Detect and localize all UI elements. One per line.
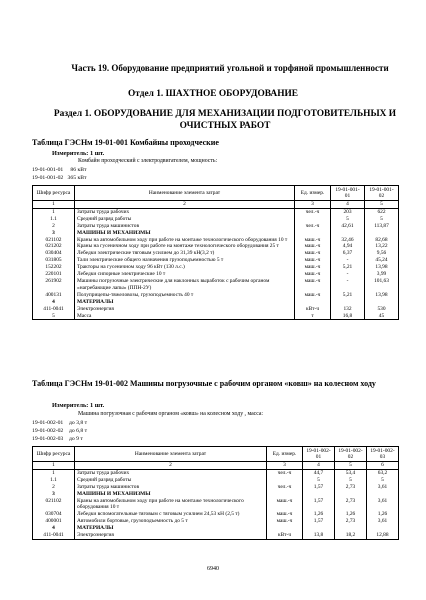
cell-value-1: 5,21: [331, 292, 365, 299]
cell-value-2: [335, 491, 367, 498]
cell-value-2: 9,56: [365, 250, 399, 257]
cell-code: 1.1: [33, 477, 75, 484]
cell-value-1: 6,37: [331, 250, 365, 257]
cell-unit: маш.-ч: [267, 518, 303, 525]
part-title: Часть 19. Оборудование предприятий угольной и торфяной промышленности: [71, 63, 389, 73]
cell-value-3: 5: [367, 477, 399, 484]
header-col1: 19-01-002-01: [303, 447, 335, 462]
cell-value-2: [335, 525, 367, 532]
table2-variant: 19-01-002-02 до 6,8 т: [32, 428, 88, 434]
cell-name: Затраты труда машинистов: [75, 484, 267, 491]
cell-value-3: 3,61: [367, 484, 399, 491]
table-row: [33, 299, 399, 306]
cell-value-2: 13,98: [365, 264, 399, 271]
header-name: Наименование элемента затрат: [75, 447, 267, 462]
cell-code: 1: [33, 469, 75, 476]
table-row: [33, 518, 399, 525]
cell-name: Средний разряд работы: [75, 477, 267, 484]
table-row: [33, 292, 399, 299]
cell-code: 411-0041: [33, 532, 75, 539]
table-row: [33, 498, 399, 512]
table1-variant: 19-01-001-01 86 кВт: [32, 167, 87, 173]
cell-name: Тракторы на гусеничном ходу 96 кВт (130 л.с.): [75, 264, 295, 271]
table-row: [33, 525, 399, 532]
cell-name: МАШИНЫ И МЕХАНИЗМЫ: [75, 230, 295, 237]
cell-value-2: 2,73: [335, 484, 367, 491]
cell-value-1: 1,57: [303, 518, 335, 525]
cell-unit: маш.-ч: [295, 257, 331, 264]
cell-value-2: 18,2: [335, 532, 367, 539]
cell-unit: маш.-ч: [295, 264, 331, 271]
cell-unit: чел.-ч: [267, 469, 303, 476]
cell-name: МАТЕРИАЛЫ: [75, 299, 295, 306]
cell-value-3: 3,61: [367, 518, 399, 525]
cell-value-1: 1,26: [303, 511, 335, 518]
cell-unit: маш.-ч: [267, 498, 303, 512]
cell-code: 5: [33, 313, 75, 320]
cell-code: 3: [33, 491, 75, 498]
table2-variant: 19-01-002-03 до 9 т: [32, 436, 83, 442]
cell-code: 400131: [33, 292, 75, 299]
cell-code: 261902: [33, 278, 75, 292]
cell-name: Лебедки вспомогательные тяговым с тяговым усилием 24,53 кН (2,5 т): [75, 511, 267, 518]
cell-value-1: 4,94: [331, 243, 365, 250]
cell-value-2: 5: [365, 216, 399, 223]
table-row: [33, 278, 399, 292]
table1-measure: Измеритель: 1 шт.: [52, 150, 105, 157]
table2-title: Таблица ГЭСНм 19-01-002 Машины погрузочные с рабочим органом «ковш» на колесном ходу: [32, 379, 376, 388]
cell-unit: чел.-ч: [295, 223, 331, 230]
cell-value-1: 13,8: [303, 532, 335, 539]
cell-code: 030704: [33, 511, 75, 518]
cell-value-1: [331, 299, 365, 306]
cell-code: 152202: [33, 264, 75, 271]
cell-unit: кВт-ч: [295, 306, 331, 313]
cell-value-2: 3,99: [365, 271, 399, 278]
cell-name: Затраты труда рабочих: [75, 469, 267, 476]
cell-value-1: 16,8: [331, 313, 365, 320]
cell-name: Машины погрузочные электрические для наклонных выработок с рабочим органом «нагребающие лапы» (ППН-2У): [75, 278, 295, 292]
cell-unit: маш.-ч: [295, 271, 331, 278]
cell-value-2: [365, 230, 399, 237]
cell-name: Лебедки электрические тяговым усилием до 31,39 кН(3,2 т): [75, 250, 295, 257]
table2: Шифр ресурса Наименование элемента затрат Ед. измер. 19-01-002-01 19-01-002-02 19-01-002-03 1 2 3 4 5 6 1 Затраты труда рабочих чел.-ч 44,7 53,4 63,2 1.1 Средний разряд работы 5 5 5 2 Затраты труда машинистов чел.-ч 1,57 2,73 3,61 3 МАШИНЫ И МЕХАНИЗМЫ 021102 Краны на автомобильном ходу при работе на монтаже технологического оборудования 10 т маш.-ч 1,57 2,73 3,61 030704 Лебедки вспомогательные тяговым с тяговым усилием 24,53 кН (2,5 т) маш.-ч 1,26 1,26 1,26 400001 Автомобили бортовые, грузоподъемность до 5 т маш.-ч 1,57 2,73 3,61 4 МАТЕРИАЛЫ 411-0041 Электроэнергия кВт-ч 13,8 18,2 12,88: [32, 446, 399, 540]
cell-value-2: 622: [365, 208, 399, 215]
cell-value-3: [367, 491, 399, 498]
cell-value-1: -: [331, 278, 365, 292]
cell-unit: чел.-ч: [267, 484, 303, 491]
cell-value-1: 5: [303, 477, 335, 484]
header-code: Шифр ресурса: [33, 186, 75, 201]
cell-code: 031805: [33, 257, 75, 264]
table-row: [33, 271, 399, 278]
cell-value-3: 63,2: [367, 469, 399, 476]
header-unit: Ед. измер.: [295, 186, 331, 201]
cell-name: Краны на гусеничном ходу при работе на монтаже технологического оборудования 25 т: [75, 243, 295, 250]
header-code: Шифр ресурса: [33, 447, 75, 462]
cell-name: Средний разряд работы: [75, 216, 295, 223]
cell-name: МАШИНЫ И МЕХАНИЗМЫ: [75, 491, 267, 498]
table-row: [33, 306, 399, 313]
cell-value-2: 2,73: [335, 498, 367, 512]
cell-unit: т: [295, 313, 331, 320]
cell-code: 4: [33, 525, 75, 532]
cell-name: Затраты труда машинистов: [75, 223, 295, 230]
table2-variant: 19-01-002-01 до 3,8 т: [32, 420, 88, 426]
header-col2: 19-01-001-02: [365, 186, 399, 201]
cell-code: 1.1: [33, 216, 75, 223]
cell-value-1: [331, 230, 365, 237]
cell-unit: [267, 491, 303, 498]
table2-description: Машина погрузочная с рабочим органом «ковш» на колесном ходу , масса:: [78, 411, 264, 417]
cell-name: Тали электрические общего назначения грузоподъемностью 5 т: [75, 257, 295, 264]
cell-code: 021102: [33, 498, 75, 512]
cell-value-2: 82,68: [365, 237, 399, 244]
table-row: [33, 208, 399, 215]
cell-unit: [295, 230, 331, 237]
cell-value-1: 42,61: [331, 223, 365, 230]
cell-unit: [267, 525, 303, 532]
cell-value-2: 2,73: [335, 518, 367, 525]
table-row: [33, 532, 399, 539]
cell-unit: маш.-ч: [267, 511, 303, 518]
cell-value-2: 13,22: [365, 243, 399, 250]
cell-code: 030404: [33, 250, 75, 257]
cell-value-1: 1,57: [303, 498, 335, 512]
cell-value-1: -: [331, 271, 365, 278]
cell-name: Масса: [75, 313, 295, 320]
cell-value-1: 5: [331, 216, 365, 223]
cell-name: Полуприцепы-тяжеловозы, грузоподъемность 40 т: [75, 292, 295, 299]
cell-name: Электроэнергия: [75, 306, 295, 313]
cell-unit: маш.-ч: [295, 278, 331, 292]
cell-value-3: [367, 525, 399, 532]
cell-value-2: [365, 299, 399, 306]
table-row: [33, 469, 399, 476]
cell-code: 2: [33, 223, 75, 230]
cell-code: 220101: [33, 271, 75, 278]
razdel-title: Раздел 1. ОБОРУДОВАНИЕ ДЛЯ МЕХАНИЗАЦИИ ПОДГОТОВИТЕЛЬНЫХ И ОЧИСТНЫХ РАБОТ: [53, 109, 397, 131]
table1-description: Комбайн проходческий с электродвигателем, мощность:: [78, 158, 218, 164]
cell-code: 400001: [33, 518, 75, 525]
cell-unit: [267, 477, 303, 484]
cell-code: 411-0041: [33, 306, 75, 313]
cell-code: 3: [33, 230, 75, 237]
cell-unit: [295, 216, 331, 223]
table1-title: Таблица ГЭСНм 19-01-001 Комбайны проходческие: [32, 138, 219, 147]
cell-value-2: 45,24: [365, 257, 399, 264]
table-row: [33, 477, 399, 484]
cell-value-1: [303, 491, 335, 498]
cell-unit: [295, 299, 331, 306]
table-row: [33, 223, 399, 230]
header-col1: 19-01-001-01: [331, 186, 365, 201]
cell-value-1: 203: [331, 208, 365, 215]
cell-name: Автомобили бортовые, грузоподъемность до 5 т: [75, 518, 267, 525]
cell-unit: маш.-ч: [295, 250, 331, 257]
header-col3: 19-01-002-03: [367, 447, 399, 462]
cell-value-1: 44,7: [303, 469, 335, 476]
header-col2: 19-01-002-02: [335, 447, 367, 462]
cell-unit: маш.-ч: [295, 243, 331, 250]
cell-value-1: 1,57: [303, 484, 335, 491]
cell-value-2: 13,98: [365, 292, 399, 299]
cell-value-1: 5,21: [331, 264, 365, 271]
cell-unit: чел.-ч: [295, 208, 331, 215]
cell-code: 1: [33, 208, 75, 215]
cell-value-2: 101,63: [365, 278, 399, 292]
cell-name: Лебедки сипорные электрические 10 т: [75, 271, 295, 278]
page-number: 6940: [207, 566, 219, 572]
table-row: [33, 230, 399, 237]
cell-value-1: 32,46: [331, 237, 365, 244]
cell-unit: маш.-ч: [295, 237, 331, 244]
section-title: Отдел 1. ШАХТНОЕ ОБОРУДОВАНИЕ: [127, 89, 299, 99]
cell-code: 021102: [33, 237, 75, 244]
cell-code: 4: [33, 299, 75, 306]
cell-name: Электроэнергия: [75, 532, 267, 539]
cell-name: Затраты труда рабочих: [75, 208, 295, 215]
table-row: [33, 491, 399, 498]
cell-name: Краны на автомобильном ходу при работе на монтаже технологического оборудования 10 т: [75, 498, 267, 512]
cell-unit: кВт-ч: [267, 532, 303, 539]
table-row: [33, 313, 399, 320]
cell-code: 2: [33, 484, 75, 491]
table2-measure: Измеритель: 1 шт.: [52, 402, 105, 409]
cell-code: 021202: [33, 243, 75, 250]
header-unit: Ед. измер.: [267, 447, 303, 462]
cell-value-1: 132: [331, 306, 365, 313]
cell-name: МАТЕРИАЛЫ: [75, 525, 267, 532]
cell-value-3: 3,61: [367, 498, 399, 512]
table1: Шифр ресурса Наименование элемента затрат Ед. измер. 19-01-001-01 19-01-001-02 1 2 3 4 5 1 Затраты труда рабочих чел.-ч 203 622 1.1 Средний разряд работы 5 5 2 Затраты труда машинистов чел.-ч 42,61 113,87 3 МАШИНЫ И МЕХАНИЗМЫ 021102 Краны на автомобильном ходу при работе на монтаже технологического оборудования 10 т маш.-ч 32,46 82,68 021202 Краны на гусеничном ходу при работе на монтаже технологического оборудования 25 т маш.-ч 4,94 13,22 030404 Лебедки электрические тяговым усилием до 31,39 кН(3,2 т) маш.-ч 6,37 9,56 031805 Тали электрические общего назначения грузоподъемностью 5 т маш.-ч - 45,24 152202 Тракторы на гусеничном ходу 96 кВт (130 л.с.) маш.-ч 5,21 13,98 220101 Лебедки сипорные электрические 10 т маш.-ч - 3,99 261902 Машины погрузочные электрические для наклонных выработок с рабочим органом «нагребающие лапы» (ППН-2У) маш.-ч - 101,63 400131 Полуприцепы-тяжеловозы, грузоподъемность 40 т маш.-ч 5,21 13,98 4 МАТЕРИАЛЫ 411-0041 Электроэнергия кВт-ч 132 530 5 Масса т 16,8 45: [32, 185, 399, 320]
cell-unit: маш.-ч: [295, 292, 331, 299]
cell-value-2: 53,4: [335, 469, 367, 476]
header-name: Наименование элемента затрат: [75, 186, 295, 201]
cell-value-3: 1,26: [367, 511, 399, 518]
cell-value-1: -: [331, 257, 365, 264]
cell-name: Краны на автомобильном ходу при работе на монтаже технологического оборудования 10 т: [75, 237, 295, 244]
cell-value-2: 530: [365, 306, 399, 313]
cell-value-2: 1,26: [335, 511, 367, 518]
cell-value-3: 12,88: [367, 532, 399, 539]
table1-variant: 19-01-001-02 365 кВт: [32, 175, 87, 181]
cell-value-2: 113,87: [365, 223, 399, 230]
cell-value-2: 5: [335, 477, 367, 484]
table-row: [33, 484, 399, 491]
table-row: [33, 216, 399, 223]
cell-value-2: 45: [365, 313, 399, 320]
cell-value-1: [303, 525, 335, 532]
